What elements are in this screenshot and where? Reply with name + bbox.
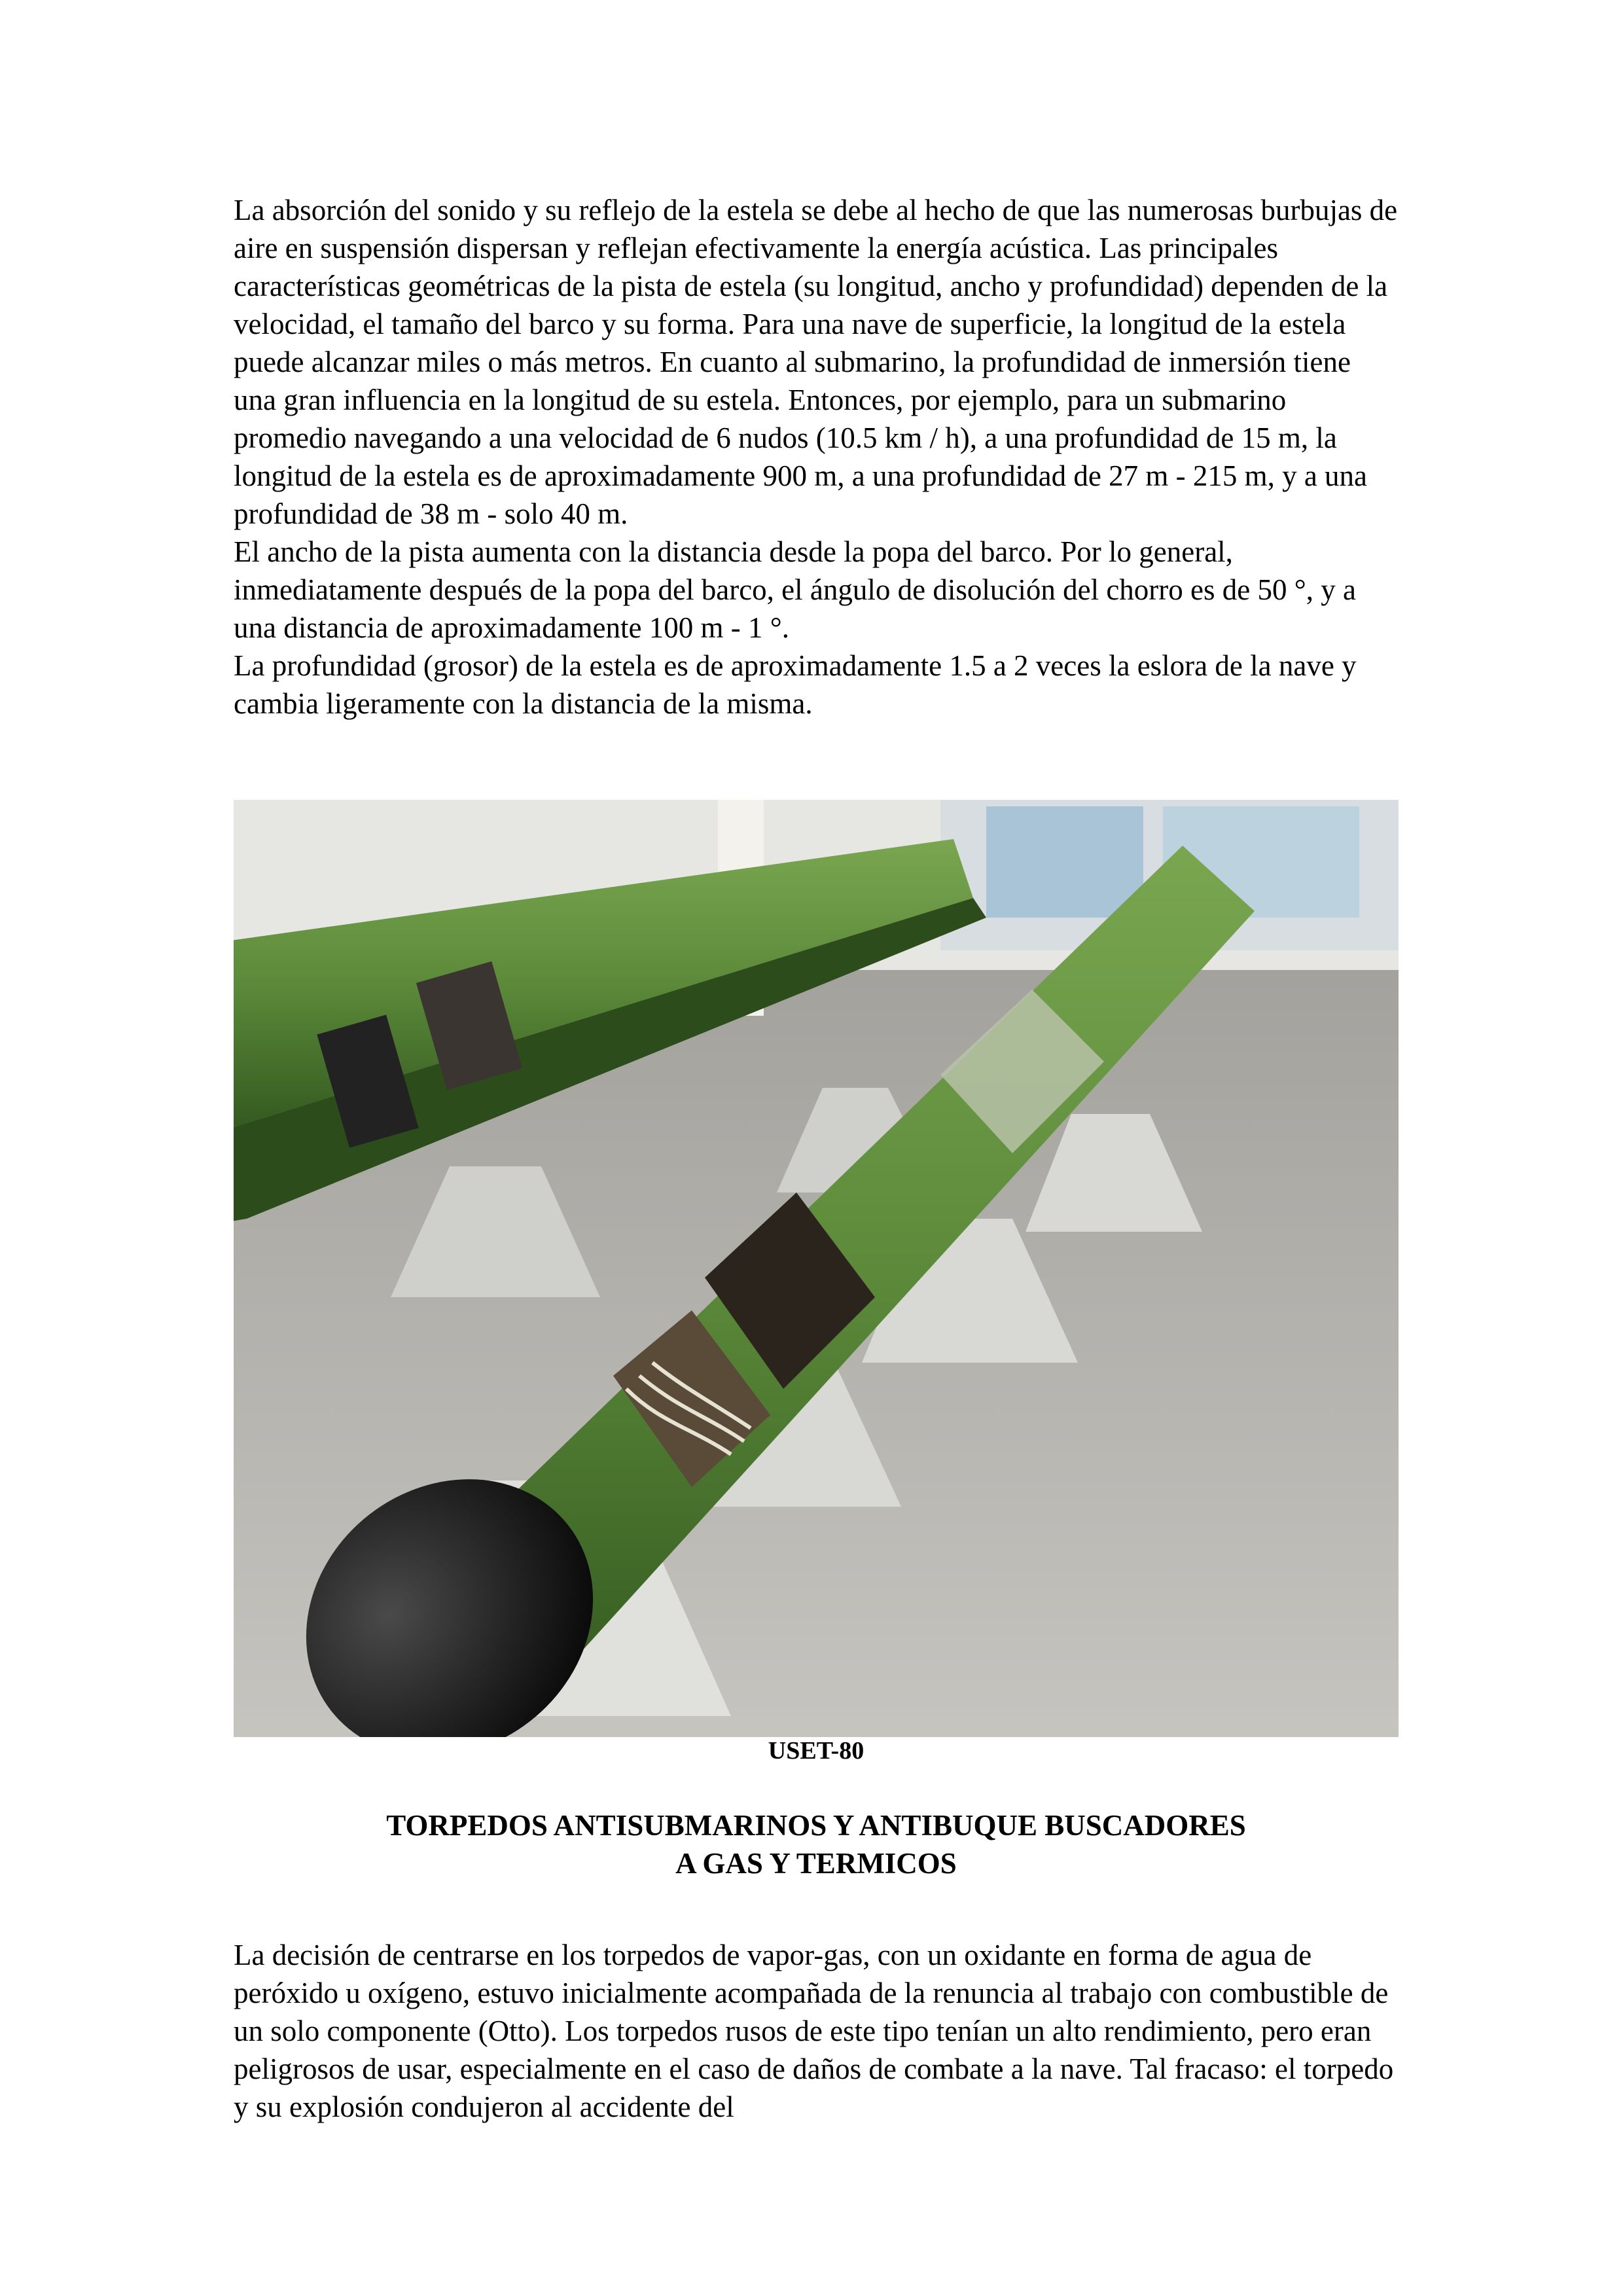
width-paragraph: El ancho de la pista aumenta con la distancia desde la popa del barco. Por lo general, inmediatamente después de la popa del barco, el ángulo de disolución del chorro es de 50 °, y a una distancia de aproximadamente 100 m - 1 °. [234, 535, 1356, 644]
section-heading [234, 1806, 1399, 1882]
intro-paragraph: La absorción del sonido y su reflejo de la estela se debe al hecho de que las numerosas burbujas de aire en suspensión dispersan y reflejan efectivamente la energía acústica. Las principales características geométricas de la pista de estela (su longitud, ancho y profundidad) dependen de la velocidad, el tamaño del barco y su forma. Para una nave de superficie, la longitud de la estela puede alcanzar miles o más metros. En cuanto al submarino, la profundidad de inmersión tiene una gran influencia en la longitud de su estela. Entonces, por ejemplo, para un submarino promedio navegando a una velocidad de 6 nudos (10.5 km / h), a una profundidad de 15 m, la longitud de la estela es de aproximadamente 900 m, a una profundidad de 27 m - 215 m, y a una profundidad de 38 m - solo 40 m. [234, 194, 1398, 530]
depth-paragraph: La profundidad (grosor) de la estela es de aproximadamente 1.5 a 2 veces la eslora de la nave y cambia ligeramente con la distancia de la misma. [234, 649, 1357, 720]
photo-caption: USET-80 [768, 1737, 865, 1765]
section-heading-line-1: TORPEDOS ANTISUBMARINOS Y ANTIBUQUE BUSCADORES [386, 1809, 1246, 1842]
torpedo-photo [234, 800, 1399, 1737]
intro-text-block [234, 191, 1399, 723]
section-heading-line-2: A GAS Y TERMICOS [675, 1847, 957, 1880]
body-paragraph: La decisión de centrarse en los torpedos de vapor-gas, con un oxidante en forma de agua de peróxido u oxígeno, estuvo inicialmente acompañada de la renuncia al trabajo con combustible de un solo componente (Otto). Los torpedos rusos de este tipo tenían un alto rendimiento, pero eran peligrosos de usar, especialmente en el caso de daños de combate a la nave. Tal fracaso: el torpedo y su explosión condujeron al accidente del [234, 1939, 1394, 2123]
